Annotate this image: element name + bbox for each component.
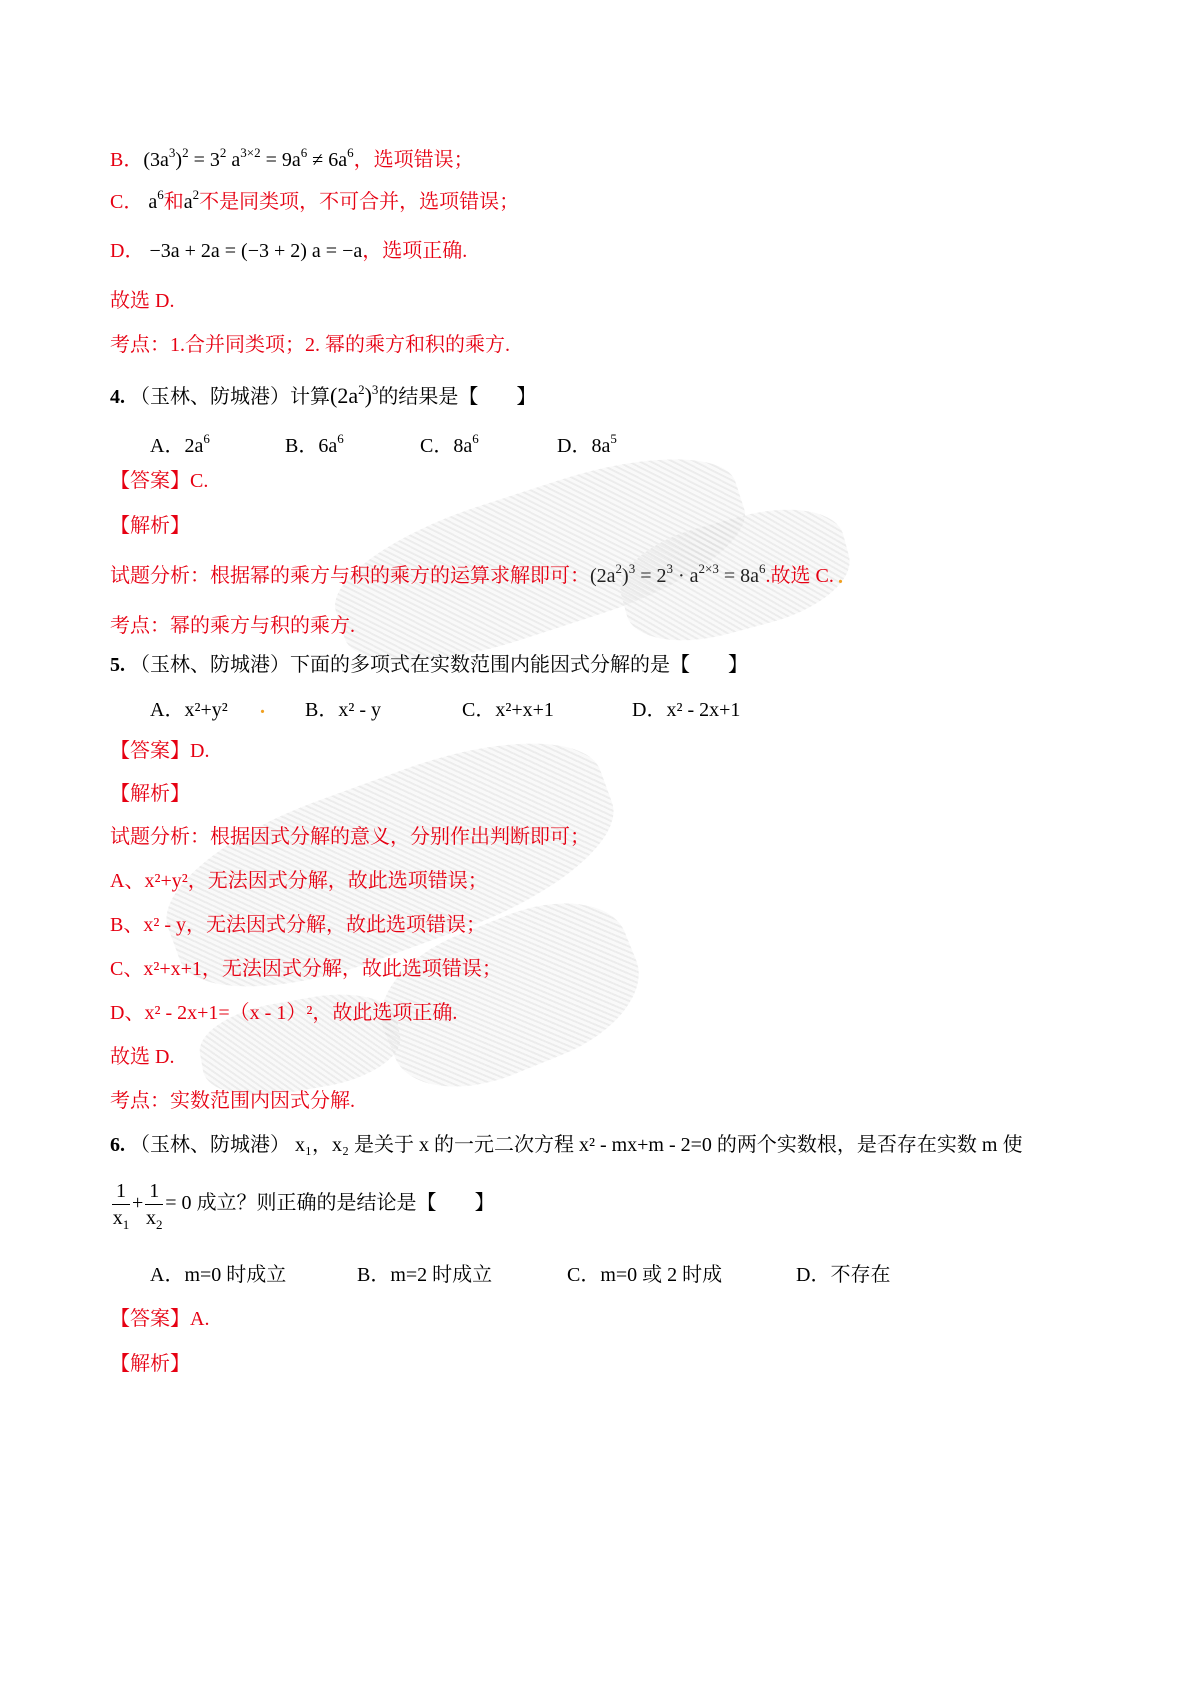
q5-kaodian: 考点：实数范围内因式分解. <box>110 1090 355 1112</box>
math-expression: $a^6$ <box>148 187 164 213</box>
q6-option-d: D．不存在 <box>796 1264 891 1286</box>
q4-kaodian: 考点：幂的乘方与积的乘方. <box>110 615 355 637</box>
q5-analysis-line: C、x²+x+1，无法因式分解，故此选项错误； <box>110 958 502 980</box>
math-expression: −3a + 2a = (−3 + 2) a = −a <box>149 240 363 262</box>
q5-option-d: D．x² - 2x+1 <box>632 699 741 721</box>
question-source: （玉林、防城港） <box>130 654 290 676</box>
q6-option-a: A．m=0 时成立 <box>150 1264 287 1286</box>
stray-mark: . <box>838 566 843 588</box>
q5-analysis-line: B、x² - y，无法因式分解，故此选项错误； <box>110 914 486 936</box>
question-5: 5. （玉林、防城港）下面的多项式在实数范围内能因式分解的是【 】 <box>110 654 748 676</box>
q5-option-a: A．x²+y² <box>150 699 228 721</box>
fraction: $\frac{1}{x_2}$ <box>146 1180 163 1232</box>
q4-analysis-tag: 【解析】 <box>110 515 190 537</box>
q5-analysis-line: D、x² - 2x+1=（x - 1）²，故此选项正确. <box>110 1002 458 1024</box>
q5-option-c: C．x²+x+1 <box>462 699 554 721</box>
q4-option-d: D．$8a^5$ <box>557 431 617 457</box>
q5-conclusion: 故选 D. <box>110 1046 175 1068</box>
question-number: 6. <box>110 1134 125 1156</box>
solution-option-d: D． −3a + 2a = (−3 + 2) a = −a，选项正确. <box>110 240 468 262</box>
question-number: 5. <box>110 654 125 676</box>
kaodian: 考点：1.合并同类项；2. 幂的乘方和积的乘方. <box>110 334 510 356</box>
q4-option-a: A．$2a^6$ <box>150 431 210 457</box>
q5-analysis-tag: 【解析】 <box>110 783 190 805</box>
q4-option-b: B．$6a^6$ <box>285 431 344 457</box>
math-expression: $(2a^2)^3$ <box>330 382 379 408</box>
q6-option-c: C．m=0 或 2 时成 <box>567 1264 723 1286</box>
fraction: $\frac{1}{x_1}$ <box>112 1180 130 1232</box>
q5-analysis: 试题分析：根据因式分解的意义，分别作出判断即可； <box>110 826 590 848</box>
question-6-line-2: $\frac{1}{x_1}$ + $\frac{1}{x_2}$ = 0 成立？则正确的是结论是【 】 <box>112 1180 495 1232</box>
question-source: （玉林、防城港） <box>130 1134 290 1156</box>
q4-analysis: 试题分析：根据幂的乘方与积的乘方的运算求解即可：$(2a^2)^3 = 2^3 \cdot a^{2\times 3} = 8a^6$.故选 C. <box>110 561 834 587</box>
q5-analysis-line: A、x²+y²，无法因式分解，故此选项错误； <box>110 870 488 892</box>
q5-answer: 【答案】D. <box>110 740 210 762</box>
q4-option-c: C．$8a^6$ <box>420 431 479 457</box>
q6-answer: 【答案】A. <box>110 1308 210 1330</box>
question-source: （玉林、防城港） <box>130 386 290 408</box>
solution-option-b: B．$(3a^3)^2 = 3^2$ $a^{3\times 2} = 9a^6 \ne 6a^6$，选项错误； <box>110 145 474 171</box>
q6-option-b: B．m=2 时成立 <box>357 1264 493 1286</box>
q6-analysis-tag: 【解析】 <box>110 1353 190 1375</box>
question-4: 4. （玉林、防城港）计算$(2a^2)^3$的结果是【 】 <box>110 382 537 408</box>
question-number: 4. <box>110 386 125 408</box>
math-expression: $(3a^3)^2 = 3^2$ $a^{3\times 2} = 9a^6 \ne 6a^6$ <box>143 145 354 171</box>
stray-mark: . <box>260 696 265 718</box>
conclusion: 故选 D. <box>110 290 175 312</box>
question-6: 6. （玉林、防城港） x₁，x₂ 是关于 x 的一元二次方程 x² - mx+m - 2=0 的两个实数根，是否存在实数 m 使 <box>110 1134 1023 1156</box>
solution-option-c: C． $a^6$和$a^2$不是同类项，不可合并，选项错误； <box>110 187 520 213</box>
math-expression: $(2a^2)^3 = 2^3 \cdot a^{2\times 3} = 8a^6$ <box>590 561 766 587</box>
option-label: B． <box>110 149 144 171</box>
q4-answer: 【答案】C. <box>110 470 209 492</box>
q5-option-b: B．x² - y <box>305 699 381 721</box>
